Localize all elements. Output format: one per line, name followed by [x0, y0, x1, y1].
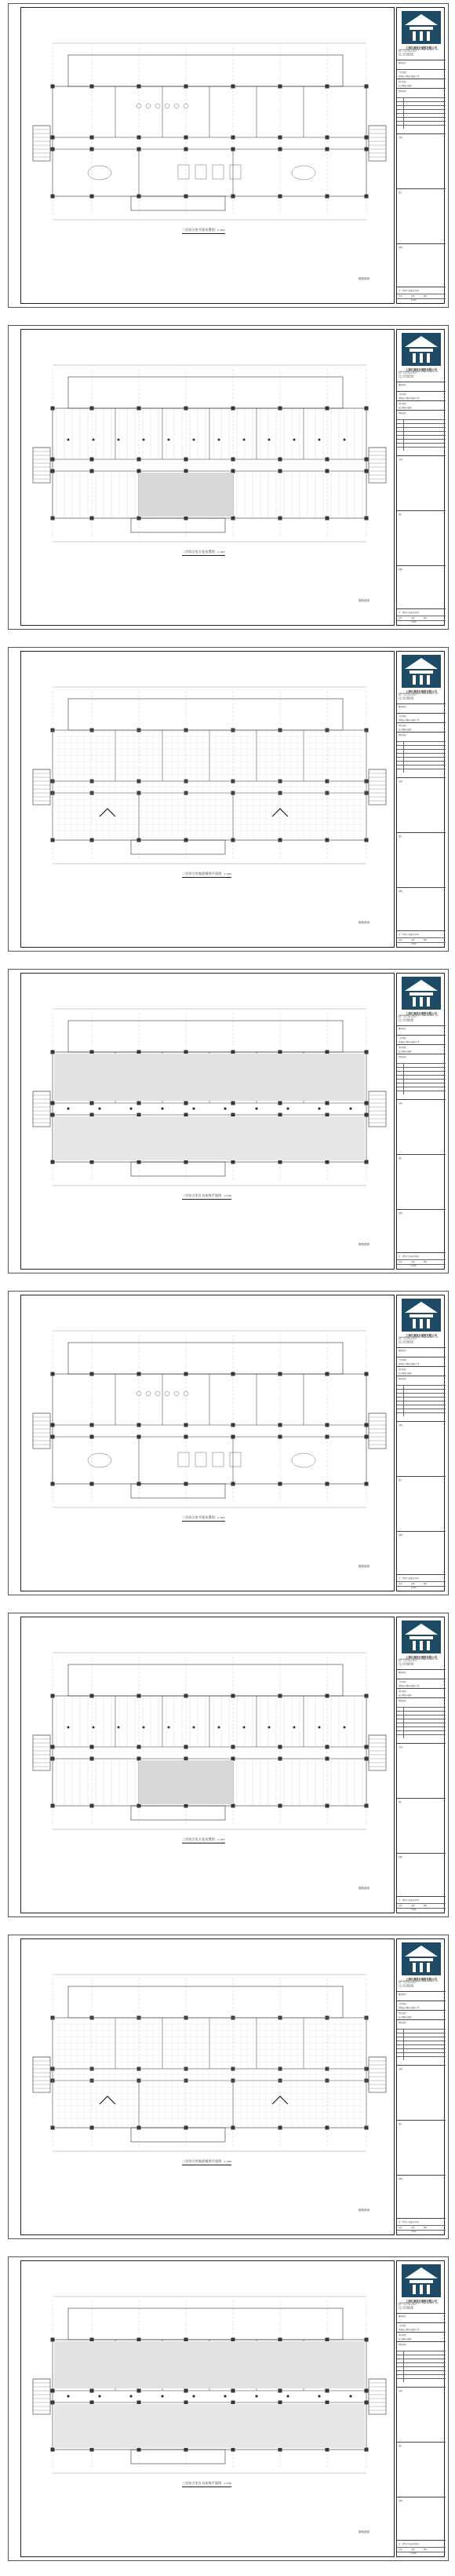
title-row [397, 1035, 446, 1044]
title-block [396, 7, 445, 304]
date-label: 日期 [399, 939, 402, 941]
sheet-scale: 1:100 [224, 2160, 232, 2163]
title-block [396, 973, 445, 1270]
remark-label: 图纸说明 [359, 2530, 369, 2534]
company-info-line: 传真：021-XXXXXXXX [399, 699, 414, 701]
unit-note: 注：本图尺寸以毫米为单位 [399, 934, 420, 936]
sheet-no-label: 图号 [424, 1261, 428, 1263]
company-info-line: SHANGHAI JIANGYUAN ARCHITECTURAL DESIGN CO.,LTD [399, 2303, 439, 2304]
sheet-no-label: 图号 [424, 1905, 428, 1907]
company-info-line: 传真：021-XXXXXXXX [399, 1664, 414, 1667]
company-info-line: SHANGHAI JIANGYUAN ARCHITECTURAL DESIGN CO.,LTD [399, 1337, 439, 1339]
company-info-line: 传真：021-XXXXXXXX [399, 1021, 414, 1023]
title-row [397, 1366, 446, 1376]
drawing-frame [20, 1295, 395, 1591]
remark-label: 图纸说明 [359, 2209, 369, 2212]
title-block [396, 329, 445, 626]
company-info-line: SHANGHAI JIANGYUAN ARCHITECTURAL DESIGN CO.,LTD [399, 693, 439, 695]
company-info-line: 传真：021-XXXXXXXX [399, 1343, 414, 1345]
sheet-caption [182, 2159, 231, 2165]
sheet-caption-text: 二层综合室平面布置图 [182, 228, 215, 232]
company-info-line: 传真：021-XXXXXXXX [399, 2308, 414, 2311]
title-row [397, 1991, 446, 2001]
title-row [397, 1357, 446, 1366]
drafter-row: 制图： [397, 2175, 446, 2188]
title-row-value: 综合楼室内装饰 [399, 1050, 412, 1053]
review-row: 审核： [397, 777, 446, 791]
sheet-scale: 1:100 [224, 2482, 232, 2485]
title-row [397, 722, 446, 732]
floor-plan-drawing [21, 8, 395, 305]
company-info-line: SHANGHAI JIANGYUAN ARCHITECTURAL DESIGN CO.,LTD [399, 49, 439, 51]
title-row [397, 2322, 446, 2332]
company-info [399, 1015, 444, 1023]
company-info-line: 电话：021-XXXXXXXX [399, 53, 414, 55]
title-row [397, 2001, 446, 2010]
company-name: 上海江源设计建筑有限公司 [406, 1012, 437, 1015]
remark-label: 图纸说明 [359, 1887, 369, 1890]
signature-grid [397, 97, 446, 129]
title-block-footer [397, 1252, 446, 1269]
company-info-line: SHANGHAI JIANGYUAN ARCHITECTURAL DESIGN CO.,LTD [399, 1015, 439, 1017]
remark-label: 图纸说明 [359, 277, 369, 280]
title-row [397, 79, 446, 88]
drawing-sheet [8, 1935, 449, 2239]
design-row: 设计： [397, 2442, 446, 2455]
title-block [396, 2260, 445, 2557]
title-row-value: 综合楼室内装饰 [399, 1694, 412, 1697]
sheet-scale: 1:100 [224, 1194, 232, 1197]
title-row-value: 综合楼室内装饰 [399, 406, 412, 409]
drawing-sheet [8, 2256, 449, 2561]
sheet-no-label: 图号 [424, 295, 428, 298]
company-name: 上海江源设计建筑有限公司 [406, 2300, 437, 2303]
title-row-label: 建设单位： [399, 1028, 408, 1030]
company-info [399, 1659, 444, 1667]
title-row [397, 88, 446, 97]
title-row-value: 某某综合楼室内装饰工程 [399, 75, 420, 78]
sheet-caption-text: 三层综合室灯具连线平面图 [182, 2481, 222, 2485]
company-info-line: 地址：上海市 XXX 路 XXX 号 [399, 1017, 418, 1019]
title-row [397, 1688, 446, 1697]
title-row-label: 图纸名称： [399, 1700, 408, 1702]
company-info-line: SHANGHAI JIANGYUAN ARCHITECTURAL DESIGN CO.,LTD [399, 1659, 439, 1661]
title-row-label: 建设单位： [399, 1672, 408, 1674]
review-row: 审核： [397, 2065, 446, 2078]
title-row-label: 项目名称： [399, 2012, 408, 2015]
company-info-line: 地址：上海市 XXX 路 XXX 号 [399, 51, 418, 53]
title-row-label: 建设单位： [399, 1993, 408, 1996]
company-name: 上海江源设计建筑有限公司 [406, 368, 437, 371]
title-block-footer [397, 2218, 446, 2234]
company-name: 上海江源设计建筑有限公司 [406, 46, 437, 49]
review-row: 审核： [397, 2387, 446, 2400]
design-row: 设计： [397, 1154, 446, 1167]
review-row: 审核： [397, 1099, 446, 1113]
company-info-line: 地址：上海市 XXX 路 XXX 号 [399, 373, 418, 375]
sheet-no-label: 图号 [424, 617, 428, 619]
drafter-row: 制图： [397, 1531, 446, 1544]
signature-grid [397, 741, 446, 773]
title-block-footer [397, 2540, 446, 2556]
title-row-label: 项目名称： [399, 725, 408, 727]
company-name: 上海江源设计建筑有限公司 [406, 690, 437, 693]
remark-label: 图纸说明 [359, 1243, 369, 1246]
title-row-label: 建设单位： [399, 384, 408, 386]
unit-note: 注：本图尺寸以毫米为单位 [399, 612, 420, 614]
title-row-value: 综合楼室内装饰 [399, 2015, 412, 2019]
floor-plan-drawing [21, 330, 395, 627]
floor-plan-drawing [21, 2261, 395, 2558]
company-info [399, 1337, 444, 1345]
title-row-value: 某某综合楼室内装饰工程 [399, 2006, 420, 2009]
company-logo-icon [402, 333, 441, 366]
date-label: 日期 [399, 1583, 402, 1585]
signature-grid [397, 1707, 446, 1738]
title-row-value: 综合楼室内装饰 [399, 2337, 412, 2340]
title-row-value: 综合楼室内装饰 [399, 84, 412, 87]
scale-label: 比例 [411, 1261, 415, 1263]
scale-value: 1:100 [411, 299, 417, 301]
company-name: 上海江源设计建筑有限公司 [406, 1656, 437, 1659]
scale-label: 比例 [411, 2549, 415, 2551]
company-info [399, 371, 444, 379]
signature-grid [397, 2029, 446, 2060]
sheet-caption-text: 三层综合室地面铺装平面图 [182, 2159, 222, 2163]
sheet-no-label: 图号 [424, 2227, 428, 2229]
title-row-label: 项目名称： [399, 1690, 408, 1693]
title-row-value: 某某综合楼室内装饰工程 [399, 1362, 420, 1365]
date-label: 日期 [399, 1905, 402, 1907]
sheet-scale: 1:100 [224, 872, 232, 875]
title-row [397, 391, 446, 400]
title-row [397, 1054, 446, 1063]
company-info-line: 地址：上海市 XXX 路 XXX 号 [399, 1982, 418, 1985]
title-row-label: 工程名称： [399, 71, 408, 74]
title-row-label: 建设单位： [399, 2315, 408, 2318]
title-row-label: 建设单位： [399, 706, 408, 708]
title-row-value: 某某综合楼室内装饰工程 [399, 718, 420, 722]
title-row-label: 建设单位： [399, 62, 408, 64]
company-info [399, 49, 444, 57]
title-block [396, 1617, 445, 1913]
company-logo-icon [402, 2264, 441, 2297]
unit-note: 注：本图尺寸以毫米为单位 [399, 1577, 420, 1580]
design-row: 设计： [397, 2120, 446, 2133]
review-row: 审核： [397, 1743, 446, 1756]
title-row-value: 某某综合楼室内装饰工程 [399, 2328, 420, 2331]
scale-label: 比例 [411, 939, 415, 941]
company-info-line: SHANGHAI JIANGYUAN ARCHITECTURAL DESIGN CO.,LTD [399, 371, 439, 373]
drawing-frame [20, 329, 395, 626]
title-row [397, 713, 446, 722]
floor-plan-drawing [21, 1295, 395, 1592]
date-label: 日期 [399, 2227, 402, 2229]
title-row-label: 项目名称： [399, 403, 408, 405]
sheet-no-label: 图号 [424, 2549, 428, 2551]
design-row: 设计： [397, 1798, 446, 1811]
title-row-value: 综合楼室内装饰 [399, 1372, 412, 1375]
remark-label: 图纸说明 [359, 921, 369, 924]
sheet-caption [182, 1515, 225, 1522]
drawing-frame [20, 973, 395, 1270]
title-row [397, 1025, 446, 1035]
sheet-caption-text: 二层综合室地面铺装平面图 [182, 871, 222, 875]
title-block [396, 1938, 445, 2235]
date-label: 日期 [399, 295, 402, 298]
drawing-sheet [8, 325, 449, 630]
sheet-caption [182, 228, 225, 234]
title-row [397, 732, 446, 741]
scale-label: 比例 [411, 1583, 415, 1585]
sheet-no-label: 图号 [424, 1583, 428, 1585]
company-info [399, 693, 444, 701]
company-logo-icon [402, 1299, 441, 1332]
title-row [397, 2313, 446, 2322]
company-info-line: 电话：021-XXXXXXXX [399, 2306, 414, 2308]
title-row [397, 1044, 446, 1054]
sheet-caption-text: 三层综合室天花布置图 [182, 1837, 215, 1841]
title-row [397, 2019, 446, 2029]
date-label: 日期 [399, 1261, 402, 1263]
drawing-frame [20, 1617, 395, 1913]
design-row: 设计： [397, 510, 446, 524]
drawing-frame [20, 2260, 395, 2557]
signature-grid [397, 1063, 446, 1094]
remark-label: 图纸说明 [359, 1565, 369, 1568]
title-row [397, 2010, 446, 2019]
title-block [396, 1295, 445, 1591]
unit-note: 注：本图尺寸以毫米为单位 [399, 2543, 420, 2545]
title-row-label: 项目名称： [399, 1368, 408, 1371]
scale-value: 1:100 [411, 943, 417, 945]
title-block [396, 651, 445, 948]
company-info-line: 传真：021-XXXXXXXX [399, 1986, 414, 1989]
floor-plan-drawing [21, 974, 395, 1270]
title-row-label: 建设单位： [399, 1350, 408, 1352]
title-row [397, 2332, 446, 2341]
company-info-line: 地址：上海市 XXX 路 XXX 号 [399, 695, 418, 697]
drafter-row: 制图： [397, 1209, 446, 1222]
title-block-footer [397, 608, 446, 625]
sheet-no-label: 图号 [424, 939, 428, 941]
title-row-label: 图纸名称： [399, 2022, 408, 2024]
signature-grid [397, 2351, 446, 2382]
title-row-label: 工程名称： [399, 393, 408, 396]
drawing-frame [20, 1938, 395, 2235]
title-row-value: 综合楼室内装饰 [399, 728, 412, 731]
review-row: 审核： [397, 1421, 446, 1434]
company-info-line: 电话：021-XXXXXXXX [399, 1018, 414, 1021]
title-row-label: 工程名称： [399, 1359, 408, 1361]
company-info-line: 电话：021-XXXXXXXX [399, 1984, 414, 1986]
company-logo-icon [402, 1621, 441, 1653]
drafter-row: 制图： [397, 887, 446, 901]
title-row-label: 工程名称： [399, 2003, 408, 2005]
drawing-sheet [8, 969, 449, 1273]
drawing-sheet [8, 3, 449, 308]
unit-note: 注：本图尺寸以毫米为单位 [399, 1255, 420, 1258]
company-info-line: 地址：上海市 XXX 路 XXX 号 [399, 2304, 418, 2307]
title-row-label: 工程名称： [399, 715, 408, 718]
company-info-line: 地址：上海市 XXX 路 XXX 号 [399, 1661, 418, 1663]
sheet-caption [182, 1193, 231, 1200]
company-info [399, 1981, 444, 1989]
title-row-label: 项目名称： [399, 2334, 408, 2337]
title-row-label: 工程名称： [399, 2325, 408, 2327]
design-row: 设计： [397, 188, 446, 202]
sheet-scale: 1:100 [217, 228, 225, 232]
drawing-frame [20, 7, 395, 304]
company-info-line: 电话：021-XXXXXXXX [399, 1340, 414, 1343]
company-info-line: 电话：021-XXXXXXXX [399, 1662, 414, 1664]
title-block-footer [397, 1896, 446, 1913]
floor-plan-drawing [21, 652, 395, 948]
title-row-label: 工程名称： [399, 1037, 408, 1040]
sheet-scale: 1:100 [217, 550, 225, 554]
title-row [397, 60, 446, 69]
sheet-caption [182, 2481, 231, 2487]
title-row [397, 1697, 446, 1707]
unit-note: 注：本图尺寸以毫米为单位 [399, 290, 420, 292]
company-info-line: 电话：021-XXXXXXXX [399, 696, 414, 699]
drafter-row: 制图： [397, 243, 446, 257]
sheet-caption [182, 550, 225, 556]
title-row [397, 382, 446, 391]
company-info-line: 传真：021-XXXXXXXX [399, 377, 414, 379]
scale-label: 比例 [411, 1905, 415, 1907]
title-row [397, 410, 446, 419]
title-row-label: 图纸名称： [399, 90, 408, 93]
company-logo-icon [402, 977, 441, 1010]
design-row: 设计： [397, 1476, 446, 1489]
title-row-label: 图纸名称： [399, 734, 408, 736]
title-row-value: 某某综合楼室内装饰工程 [399, 1684, 420, 1687]
title-row [397, 1376, 446, 1385]
drawing-sheet [8, 1291, 449, 1595]
title-row-value: 某某综合楼室内装饰工程 [399, 1040, 420, 1043]
design-row: 设计： [397, 832, 446, 846]
company-info-line: 地址：上海市 XXX 路 XXX 号 [399, 1339, 418, 1341]
title-row-label: 图纸名称： [399, 2344, 408, 2346]
sheet-caption [182, 1837, 225, 1843]
sheet-caption-text: 三层综合室平面布置图 [182, 1515, 215, 1519]
review-row: 审核： [397, 133, 446, 147]
title-block-footer [397, 1574, 446, 1591]
date-label: 日期 [399, 617, 402, 619]
title-row [397, 69, 446, 79]
sheet-scale: 1:100 [217, 1838, 225, 1841]
review-row: 审核： [397, 455, 446, 469]
title-block-footer [397, 287, 446, 303]
title-row [397, 703, 446, 713]
scale-value: 1:100 [411, 2231, 417, 2233]
company-info-line: SHANGHAI JIANGYUAN ARCHITECTURAL DESIGN CO.,LTD [399, 1981, 439, 1982]
drawing-sheet [8, 1613, 449, 1917]
company-name: 上海江源设计建筑有限公司 [406, 1334, 437, 1337]
title-row-label: 图纸名称： [399, 1378, 408, 1380]
date-label: 日期 [399, 2549, 402, 2551]
company-logo-icon [402, 11, 441, 44]
scale-value: 1:100 [411, 621, 417, 623]
scale-label: 比例 [411, 617, 415, 619]
company-info-line: 电话：021-XXXXXXXX [399, 375, 414, 377]
unit-note: 注：本图尺寸以毫米为单位 [399, 2221, 420, 2223]
title-row [397, 1669, 446, 1679]
company-info-line: 传真：021-XXXXXXXX [399, 55, 414, 57]
floor-plan-drawing [21, 1939, 395, 2236]
title-row-label: 工程名称： [399, 1681, 408, 1683]
company-name: 上海江源设计建筑有限公司 [406, 1978, 437, 1981]
drafter-row: 制图： [397, 1853, 446, 1866]
title-row-value: 某某综合楼室内装饰工程 [399, 396, 420, 400]
scale-value: 1:100 [411, 1909, 417, 1911]
drafter-row: 制图： [397, 565, 446, 579]
signature-grid [397, 1385, 446, 1416]
title-row [397, 2341, 446, 2351]
title-block-footer [397, 930, 446, 947]
sheet-scale: 1:100 [217, 1516, 225, 1519]
title-row [397, 1679, 446, 1688]
drafter-row: 制图： [397, 2497, 446, 2510]
company-info [399, 2303, 444, 2311]
scale-value: 1:100 [411, 1587, 417, 1589]
title-row-label: 图纸名称： [399, 412, 408, 415]
drawing-sheet [8, 647, 449, 952]
scale-label: 比例 [411, 295, 415, 298]
floor-plan-drawing [21, 1617, 395, 1914]
drawing-frame [20, 651, 395, 948]
sheet-caption-text: 二层综合室灯具连线平面图 [182, 1193, 222, 1197]
title-row [397, 1347, 446, 1357]
sheet-caption [182, 871, 231, 878]
signature-grid [397, 419, 446, 451]
company-logo-icon [402, 655, 441, 688]
unit-note: 注：本图尺寸以毫米为单位 [399, 1899, 420, 1902]
scale-value: 1:100 [411, 1265, 417, 1267]
sheet-caption-text: 二层综合室天花布置图 [182, 550, 215, 554]
remark-label: 图纸说明 [359, 599, 369, 602]
title-row [397, 400, 446, 410]
scale-value: 1:100 [411, 2552, 417, 2555]
title-row-label: 图纸名称： [399, 1056, 408, 1058]
title-row-label: 项目名称： [399, 81, 408, 83]
scale-label: 比例 [411, 2227, 415, 2229]
title-row-label: 项目名称： [399, 1047, 408, 1049]
company-logo-icon [402, 1942, 441, 1975]
